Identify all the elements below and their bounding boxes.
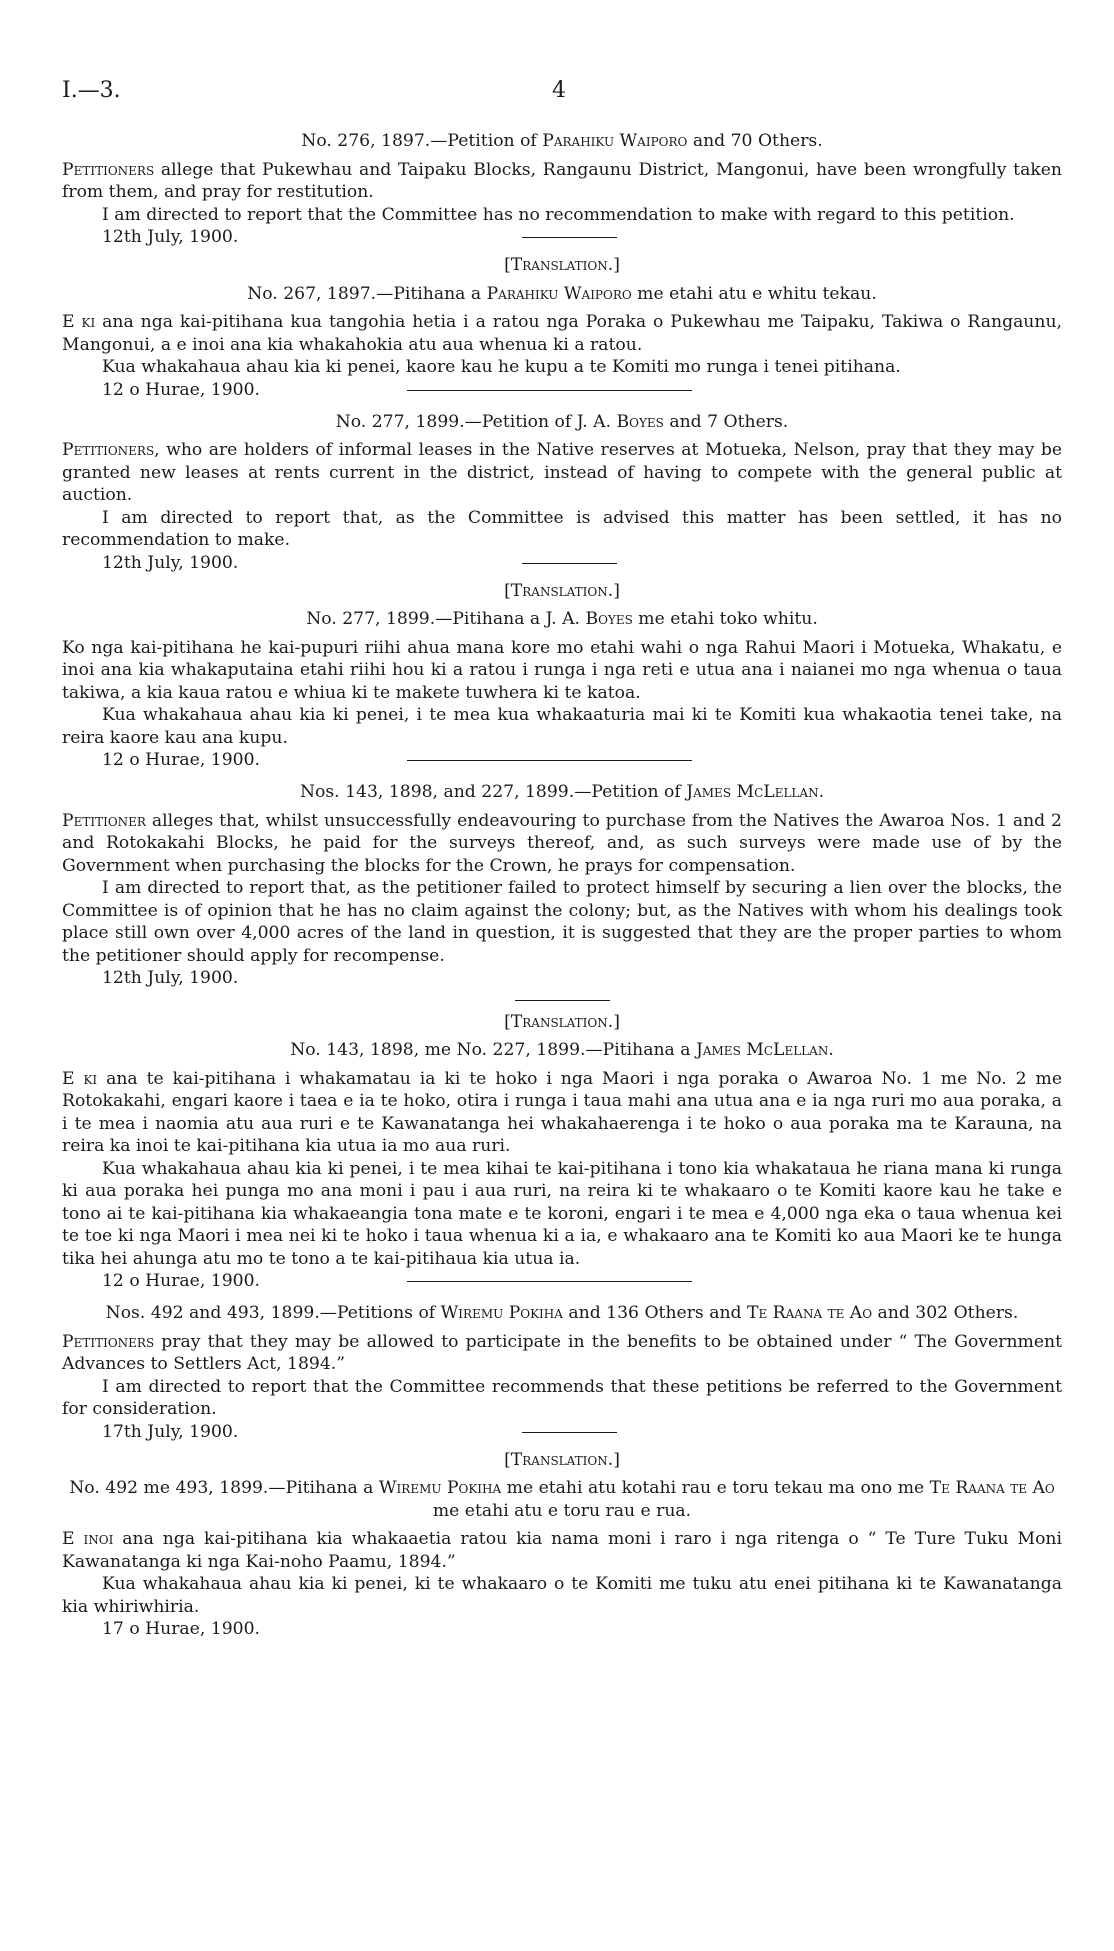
petition-paragraph: Petitioner alleges that, whilst unsuccessfully endeavouring to purchase from the Natives the Awaroa Nos. 1 and 2 and Rotokakahi Blocks, he paid for the surveys thereof, and, as such surveys were made use of by the Government when purchasing the blocks for the Crown, he prays for compensation. (62, 810, 1062, 876)
report-paragraph: Kua whakahaua ahau kia ki penei, ki te whakaaro o te Komiti me tuku atu enei pitihana ki te Kawanatanga kia whiriwhiria. (62, 1574, 1062, 1617)
translation-label: [Translation.] (504, 580, 620, 601)
translation-label: [Translation.] (504, 1449, 620, 1470)
petition-title: Nos. 492 and 493, 1899.—Petitions of Wiremu Pokiha and 136 Others and Te Raana te Ao and 302 Others. (105, 1303, 1019, 1323)
petition-title: No. 277, 1899.—Petition of J. A. Boyes and 7 Others. (335, 411, 789, 432)
petition-paragraph: Petitioners, who are holders of informal leases in the Native reserves at Motueka, Nelson, pray that they may be granted new leases at rents current in the district, instead of having to compete with the general public at auction. (62, 440, 1062, 505)
petition-paragraph: E inoi ana nga kai-pitihana kia whakaaetia ratou kia nama moni i raro i nga ritenga o “ Te Ture Tuku Moni Kawanatanga ki nga Kai-noho Paamu, 1894.” (62, 1529, 1062, 1572)
petition-title: No. 492 me 493, 1899.—Pitihana a Wiremu Pokiha me etahi atu kotahi rau e toru tekau ma ono me Te Raana te Ao me etahi atu e toru rau e rua. (69, 1478, 1055, 1521)
report-paragraph: I am directed to report that the Committee has no recommendation to make with regard to this petition. (102, 204, 1015, 225)
petition-title: No. 143, 1898, me No. 227, 1899.—Pitihana a James McLellan. (290, 1040, 834, 1060)
petition-title: No. 276, 1897.—Petition of Parahiku Waiporo and 70 Others. (301, 131, 823, 151)
petition-paragraph: E ki ana te kai-pitihana i whakamatau ia ki te hoko i nga Maori i nga poraka o Awaroa No. 1 me No. 2 me Rotokakahi, engari kaore i taea e ia te hoko, otira i runga i taua mahi ana utua ana e ia nga ruri mo aua poraka, a i te mea i naomia atu aua ruri e te Kawanatanga hei whakahaerenga i te hoko o aua poraka ma te Karauna, na reira ka inoi te kai-pitihana kia utua ia mo aua ruri. (62, 1068, 1062, 1156)
page-content (62, 130, 1062, 1641)
petition-title: No. 267, 1897.—Pitihana a Parahiku Waiporo me etahi atu e whitu tekau. (247, 283, 877, 304)
report-date: 17 o Hurae, 1900. (102, 1619, 260, 1639)
section-divider (407, 760, 692, 761)
report-paragraph: Kua whakahaua ahau kia ki penei, i te mea kihai te kai-pitihana i tono kia whakataua he riana mana ki runga ki aua poraka hei punga mo ana moni i pau i aua ruri, na reira ki te whakaaro o te Komiti kaore kau he take e tono ai te kai-pitihana kia whakaeangia tona mate e te koroni, engari i te mea e 4,000 nga eka o taua whenua kei te toe ki nga Maori i mea nei ki te hoko i taua whenua ki a ia, e whakaaro ana te Komiti ko aua Maori ke te hunga tika hei ahunga atu mo te tono a te kai-pitihaua kia utua ia. (62, 1158, 1062, 1269)
page-number: 4 (552, 78, 566, 103)
report-paragraph: Kua whakahaua ahau kia ki penei, kaore kau he kupu a te Komiti mo runga i tenei pitihana. (102, 357, 901, 377)
petition-paragraph: Ko nga kai-pitihana he kai-pupuri riihi ahua mana kore mo etahi wahi o nga Rahui Maori i Motueka, Whakatu, e inoi ana kia whakaputaina etahi riihi hou ki a ratou i runga i nga reti e utua ana i naianei mo nga whenua o taua takiwa, a kia kaua ratou e whiua ki te makete tuwhera ki te katoa. (62, 637, 1062, 703)
page-header (62, 78, 1062, 108)
report-date: 12 o Hurae, 1900. (102, 750, 260, 770)
section-divider (407, 390, 692, 391)
divider (522, 563, 617, 564)
section-divider (407, 1281, 692, 1282)
report-date: 12 o Hurae, 1900. (102, 379, 260, 400)
translation-label: [Translation.] (504, 255, 620, 275)
divider (515, 1000, 610, 1001)
petition-paragraph: Petitioners allege that Pukewhau and Taipaku Blocks, Rangaunu District, Mangonui, have been wrongfully taken from them, and pray for restitution. (62, 159, 1062, 202)
petition-title: No. 277, 1899.—Pitihana a J. A. Boyes me etahi toko whitu. (306, 609, 818, 629)
report-date: 12 o Hurae, 1900. (102, 1271, 260, 1291)
petition-paragraph: Petitioners pray that they may be allowed to participate in the benefits to be obtained under “ The Government Advances to Settlers Act, 1894.” (62, 1331, 1062, 1374)
paper-reference: I.—3. (62, 78, 121, 103)
report-paragraph: I am directed to report that the Committee recommends that these petitions be referred to the Government for consideration. (62, 1376, 1062, 1419)
report-paragraph: Kua whakahaua ahau kia ki penei, i te mea kua whakaaturia mai ki te Komiti kua whakaotia tenei take, na reira kaore kau ana kupu. (62, 705, 1062, 748)
divider (522, 1432, 617, 1433)
report-date: 17th July, 1900. (102, 1421, 239, 1442)
report-date: 12th July, 1900. (102, 552, 239, 573)
report-paragraph: I am directed to report that, as the petitioner failed to protect himself by securing a lien over the blocks, the Committee is of opinion that he has no claim against the colony; but, as the Natives with whom his dealings took place still own over 4,000 acres of the land in question, it is suggested that they are the proper parties to whom the petitioner should apply for recompense. (62, 878, 1062, 966)
divider (522, 237, 617, 238)
report-date: 12th July, 1900. (102, 227, 239, 247)
petition-paragraph: E ki ana nga kai-pitihana kua tangohia hetia i a ratou nga Poraka o Pukewhau me Taipaku, Takiwa o Rangaunu, Mangonui, a e inoi ana kia whakahokia atu aua whenua ki a ratou. (62, 312, 1062, 355)
translation-label: [Translation.] (504, 1011, 620, 1032)
report-date: 12th July, 1900. (102, 968, 239, 988)
report-paragraph: I am directed to report that, as the Committee is advised this matter has been settled, it has no recommendation to make. (62, 507, 1062, 550)
petition-title: Nos. 143, 1898, and 227, 1899.—Petition of James McLellan. (299, 782, 825, 802)
